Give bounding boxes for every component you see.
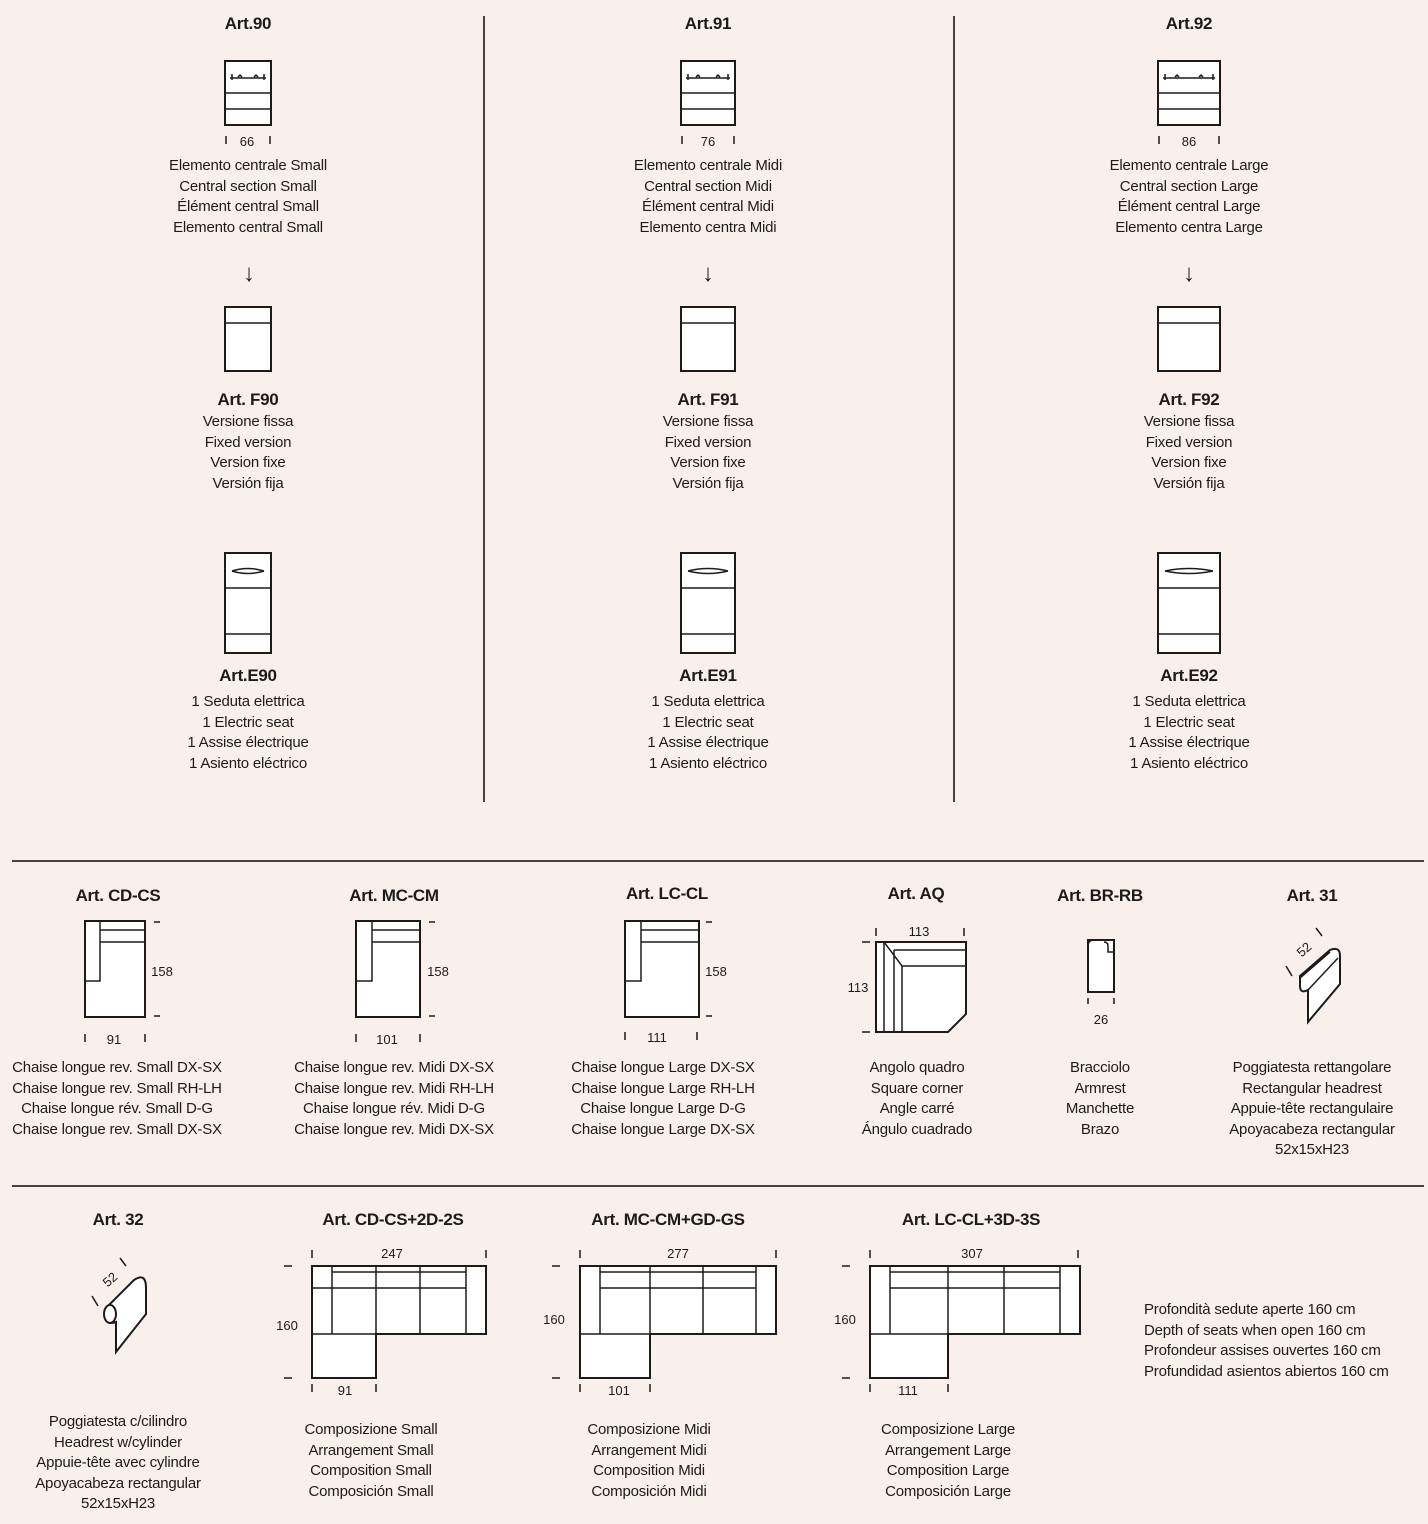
lccl-title: Art. LC-CL <box>626 884 708 903</box>
col2-electric-element-icon <box>680 552 736 654</box>
composition-midi-icon <box>548 1246 780 1394</box>
square-corner-icon <box>860 924 970 1036</box>
art31-width-label: 52 <box>1293 939 1315 960</box>
col1-arrow-icon: ↓ <box>243 260 255 287</box>
col3-central-element-icon <box>1157 60 1221 144</box>
col3-desc: Elemento centrale Large Central section Large Élément central Large Elemento centra Large <box>1109 157 1269 236</box>
lccl-height-label: 158 <box>705 964 727 979</box>
col2-title: Art.91 <box>684 14 732 33</box>
col1-electric-element-icon <box>224 552 272 654</box>
art32-width-label: 52 <box>99 1269 121 1290</box>
lccl-desc: Chaise longue Large DX-SX Chaise longue Large RH-LH Chaise longue Large D-G Chaise longue Large DX-SX <box>571 1059 755 1138</box>
cdcs-desc: Chaise longue rev. Small DX-SX Chaise longue rev. Small RH-LH Chaise longue rév. Small D-G Chaise longue rev. Small DX-SX <box>12 1059 222 1138</box>
col2-desc: Elemento centrale Midi Central section Midi Élément central Midi Elemento centra Midi <box>633 157 783 236</box>
art31-title: Art. 31 <box>1286 886 1338 905</box>
col3-width-label: 86 <box>1181 134 1197 149</box>
comp-large-title: Art. LC-CL+3D-3S <box>901 1210 1041 1229</box>
comp-midi-chaise-label: 101 <box>608 1383 630 1398</box>
section-divider <box>12 1185 1424 1187</box>
chaise-large-icon <box>624 920 704 1044</box>
cdcs-width-label: 91 <box>106 1032 122 1047</box>
col2-electric-title: Art.E91 <box>679 666 737 685</box>
col3-electric-desc: 1 Seduta elettrica 1 Electric seat 1 Assise électrique 1 Asiento eléctrico <box>1128 693 1250 772</box>
aq-depth-label: 113 <box>847 980 869 995</box>
comp-midi-depth-label: 160 <box>543 1312 565 1327</box>
comp-small-desc: Composizione Small Arrangement Small Composition Small Composición Small <box>304 1421 438 1500</box>
chaise-small-icon <box>84 920 164 1044</box>
comp-large-chaise-label: 111 <box>898 1383 918 1398</box>
col3-fixed-desc: Versione fissa Fixed version Version fixe Versión fija <box>1143 413 1235 492</box>
cylinder-headrest-icon <box>88 1252 158 1356</box>
col2-fixed-desc: Versione fissa Fixed version Version fixe Versión fija <box>662 413 754 492</box>
comp-large-width-label: 307 <box>961 1246 983 1261</box>
col2-fixed-element-icon <box>680 306 736 372</box>
armrest-icon <box>1084 936 1120 1006</box>
composition-large-icon <box>838 1246 1086 1394</box>
col2-width-label: 76 <box>700 134 716 149</box>
col2-arrow-icon: ↓ <box>702 260 714 287</box>
col1-electric-desc: 1 Seduta elettrica 1 Electric seat 1 Assise électrique 1 Asiento eléctrico <box>187 693 309 772</box>
column-divider <box>483 16 485 802</box>
aq-title: Art. AQ <box>887 884 945 903</box>
col3-electric-element-icon <box>1157 552 1221 654</box>
col1-fixed-title: Art. F90 <box>217 390 279 409</box>
col3-title: Art.92 <box>1165 14 1213 33</box>
mccm-width-label: 101 <box>376 1032 398 1047</box>
col1-desc: Elemento centrale Small Central section Small Élément central Small Elemento central Small <box>169 157 327 236</box>
comp-small-title: Art. CD-CS+2D-2S <box>322 1210 464 1229</box>
mccm-desc: Chaise longue rev. Midi DX-SX Chaise longue rev. Midi RH-LH Chaise longue rév. Midi D-G Chaise longue rev. Midi DX-SX <box>294 1059 494 1138</box>
col1-central-element-icon <box>224 60 272 144</box>
col1-title: Art.90 <box>224 14 272 33</box>
col1-fixed-element-icon <box>224 306 272 372</box>
column-divider <box>953 16 955 802</box>
col3-fixed-title: Art. F92 <box>1158 390 1220 409</box>
section-divider <box>12 860 1424 862</box>
aq-desc: Angolo quadro Square corner Angle carré Ángulo cuadrado <box>861 1059 973 1138</box>
brrb-title: Art. BR-RB <box>1057 886 1143 905</box>
col1-electric-title: Art.E90 <box>219 666 277 685</box>
col2-fixed-title: Art. F91 <box>677 390 739 409</box>
lccl-width-label: 111 <box>647 1030 667 1045</box>
comp-small-chaise-label: 91 <box>337 1383 353 1398</box>
cdcs-height-label: 158 <box>151 964 173 979</box>
comp-large-depth-label: 160 <box>834 1312 856 1327</box>
composition-small-icon <box>280 1246 490 1394</box>
aq-width-label: 113 <box>908 924 930 939</box>
col3-electric-title: Art.E92 <box>1160 666 1218 685</box>
col3-arrow-icon: ↓ <box>1183 260 1195 287</box>
comp-large-desc: Composizione Large Arrangement Large Composition Large Composición Large <box>881 1421 1015 1500</box>
comp-midi-width-label: 277 <box>667 1246 689 1261</box>
brrb-width-label: 26 <box>1093 1012 1109 1027</box>
art32-desc: Poggiatesta c/cilindro Headrest w/cylinder Appuie-tête avec cylindre Apoyacabeza rectangular 52x15xH23 <box>35 1413 201 1512</box>
col2-central-element-icon <box>680 60 736 144</box>
chaise-midi-icon <box>355 920 435 1044</box>
art31-desc: Poggiatesta rettangolare Rectangular headrest Appuie-tête rectangulaire Apoyacabeza rectangular 52x15xH23 <box>1229 1059 1395 1158</box>
cdcs-title: Art. CD-CS <box>75 886 161 905</box>
brrb-desc: Bracciolo Armrest Manchette Brazo <box>1065 1059 1135 1138</box>
col1-width-label: 66 <box>239 134 255 149</box>
comp-midi-title: Art. MC-CM+GD-GS <box>591 1210 745 1229</box>
comp-small-depth-label: 160 <box>276 1318 298 1333</box>
art32-title: Art. 32 <box>92 1210 144 1229</box>
comp-small-width-label: 247 <box>381 1246 403 1261</box>
mccm-title: Art. MC-CM <box>349 886 439 905</box>
rectangular-headrest-icon <box>1280 922 1350 1026</box>
comp-midi-desc: Composizione Midi Arrangement Midi Composition Midi Composición Midi <box>587 1421 711 1500</box>
mccm-height-label: 158 <box>427 964 449 979</box>
col1-fixed-desc: Versione fissa Fixed version Version fixe Versión fija <box>202 413 294 492</box>
seat-depth-note: Profondità sedute aperte 160 cm Depth of seats when open 160 cm Profondeur assises ouvertes 160 cm Profundidad asientos abiertos 160 cm <box>1144 1301 1389 1380</box>
col3-fixed-element-icon <box>1157 306 1221 372</box>
col2-electric-desc: 1 Seduta elettrica 1 Electric seat 1 Assise électrique 1 Asiento eléctrico <box>647 693 769 772</box>
